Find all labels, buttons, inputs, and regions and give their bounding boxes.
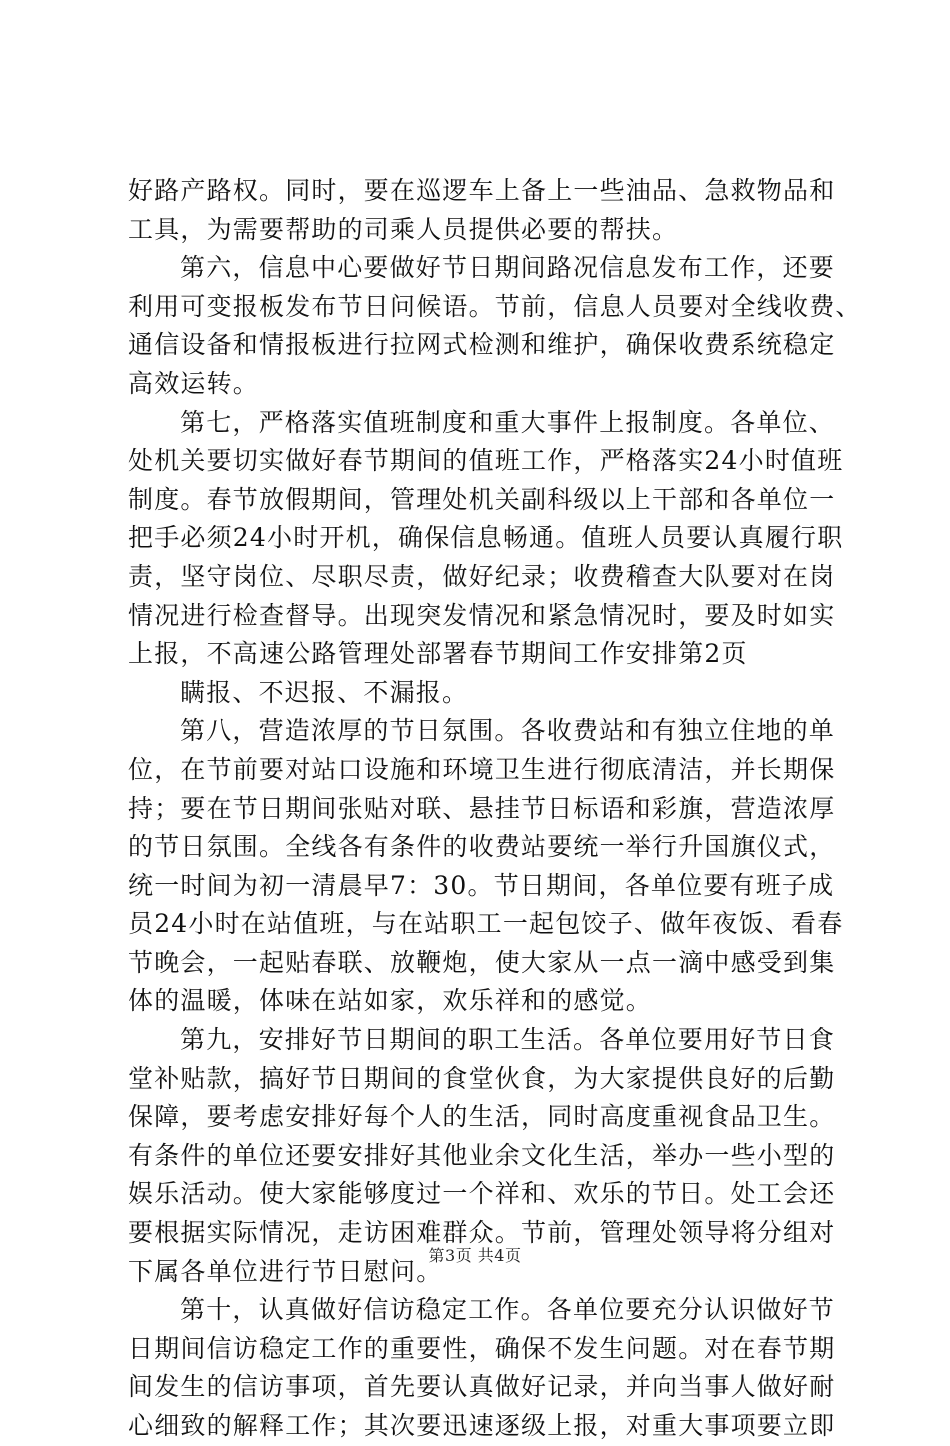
text-line: 第六，信息中心要做好节日期间路况信息发布工作，还要 — [180, 253, 836, 283]
text-line: 好路产路权。同时，要在巡逻车上备上一些油品、急救物品和 — [128, 176, 836, 205]
text-line: 第八，营造浓厚的节日氛围。各收费站和有独立住地的单 — [180, 716, 836, 746]
text-line: 上报，不高速公路管理处部署春节期间工作安排第2页 — [128, 639, 748, 669]
text-line: 利用可变报板发布节日问候语。节前，信息人员要对全线收费、 — [128, 291, 862, 321]
text-line: 心细致的解释工作；其次要迅速逐级上报，对重大事项要立即 — [128, 1411, 836, 1440]
text-line: 通信设备和情报板进行拉网式检测和维护，确保收费系统稳定 — [128, 330, 836, 360]
text-line: 有条件的单位还要安排好其他业余文化生活，举办一些小型的 — [128, 1140, 836, 1170]
text-line: 责，坚守岗位、尽职尽责，做好纪录；收费稽查大队要对在岗 — [128, 561, 836, 591]
text-line: 要根据实际情况，走访困难群众。节前，管理处领导将分组对 — [128, 1218, 836, 1248]
text-line: 第七，严格落实值班制度和重大事件上报制度。各单位、 — [180, 407, 836, 437]
text-line: 间发生的信访事项，首先要认真做好记录，并向当事人做好耐 — [128, 1372, 836, 1402]
text-line: 员24小时在站值班，与在站职工一起包饺子、做年夜饭、看春 — [128, 909, 844, 939]
text-line: 娱乐活动。使大家能够度过一个祥和、欢乐的节日。处工会还 — [128, 1179, 836, 1209]
text-line: 堂补贴款，搞好节日期间的食堂伙食，为大家提供良好的后勤 — [128, 1063, 836, 1093]
text-line: 第十，认真做好信访稳定工作。各单位要充分认识做好节 — [180, 1295, 836, 1325]
text-line: 日期间信访稳定工作的重要性，确保不发生问题。对在春节期 — [128, 1333, 836, 1363]
text-line: 第九，安排好节日期间的职工生活。各单位要用好节日食 — [180, 1025, 836, 1055]
text-line: 位，在节前要对站口设施和环境卫生进行彻底清洁，并长期保 — [128, 754, 836, 784]
text-line: 处机关要切实做好春节期间的值班工作，严格落实24小时值班 — [128, 446, 844, 476]
text-line: 下属各单位进行节日慰问。 — [128, 1256, 443, 1286]
text-line: 高效运转。 — [128, 368, 260, 398]
text-line: 节晚会，一起贴春联、放鞭炮，使大家从一点一滴中感受到集 — [128, 947, 836, 977]
text-line: 统一时间为初一清晨早7：30。节日期间，各单位要有班子成 — [128, 870, 835, 900]
page-footer: 第3页 共4页 — [428, 1246, 522, 1265]
text-line: 保障，要考虑安排好每个人的生活，同时高度重视食品卫生。 — [128, 1102, 836, 1132]
text-line: 情况进行检查督导。出现突发情况和紧急情况时，要及时如实 — [128, 600, 836, 630]
text-line: 工具，为需要帮助的司乘人员提供必要的帮扶。 — [128, 214, 679, 244]
text-line: 的节日氛围。全线各有条件的收费站要统一举行升国旗仪式， — [128, 832, 836, 862]
text-line: 体的温暖，体味在站如家，欢乐祥和的感觉。 — [128, 986, 653, 1016]
text-line: 持；要在节日期间张贴对联、悬挂节日标语和彩旗，营造浓厚 — [128, 793, 836, 823]
text-line: 制度。春节放假期间，管理处机关副科级以上干部和各单位一 — [128, 484, 836, 514]
text-line: 把手必须24小时开机，确保信息畅通。值班人员要认真履行职 — [128, 523, 844, 553]
text-line: 瞒报、不迟报、不漏报。 — [180, 677, 469, 707]
